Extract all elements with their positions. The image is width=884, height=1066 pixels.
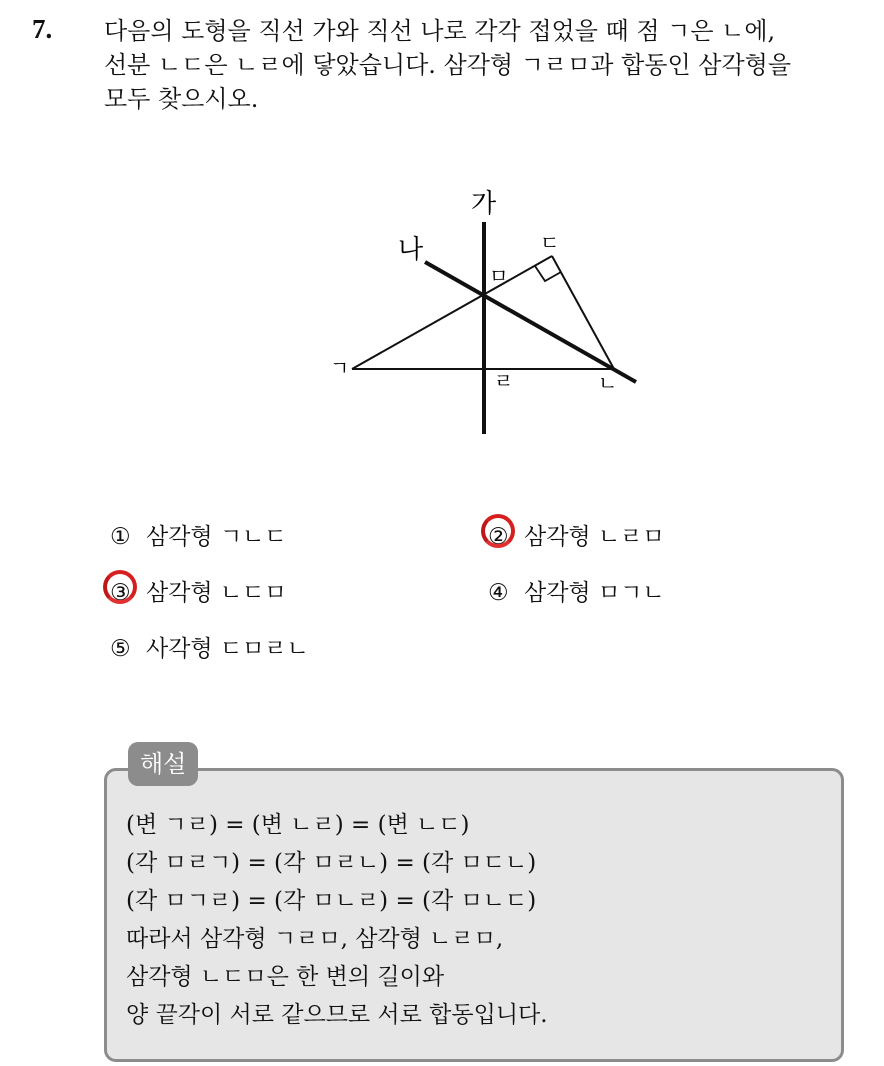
label-point-mieum: ㅁ xyxy=(489,264,509,288)
choice-4[interactable] xyxy=(488,574,665,607)
question-line: 선분 ㄴㄷ은 ㄴㄹ에 닿았습니다. 삼각형 ㄱㄹㅁ과 합동인 삼각형을 xyxy=(104,51,791,79)
explanation-line: 삼각형 ㄴㄷㅁ은 한 변의 길이와 xyxy=(126,964,445,990)
segment-giyeok-digeut xyxy=(352,256,552,369)
choice-5[interactable] xyxy=(110,630,309,663)
choice-text: 사각형 ㄷㅁㄹㄴ xyxy=(146,636,309,662)
answer-circle-mark xyxy=(481,514,515,548)
label-line-ga: 가 xyxy=(471,189,497,219)
question-line: 모두 찾으시오. xyxy=(104,85,259,113)
choice-text: 삼각형 ㄴㄷㅁ xyxy=(146,580,287,606)
choice-1[interactable] xyxy=(110,518,287,551)
explanation-line: 양 끝각이 서로 같으므로 서로 합동입니다. xyxy=(126,1002,548,1028)
label-point-digeut: ㄷ xyxy=(540,231,560,255)
choice-text: 삼각형 ㄴㄹㅁ xyxy=(524,524,665,550)
choice-number: ⑤ xyxy=(110,636,131,662)
choice-text: 삼각형 ㄱㄴㄷ xyxy=(146,524,287,550)
label-point-nieun: ㄴ xyxy=(598,371,618,395)
geometry-figure xyxy=(0,0,884,480)
label-point-giyeok: ㄱ xyxy=(330,356,350,380)
explanation-line: (각 ㅁㄹㄱ) = (각 ㅁㄹㄴ) = (각 ㅁㄷㄴ) xyxy=(126,850,537,876)
choice-number: ④ xyxy=(488,580,509,606)
choice-text: 삼각형 ㅁㄱㄴ xyxy=(524,580,665,606)
explanation-tab: 해설 xyxy=(128,742,198,786)
right-angle-mark xyxy=(535,266,561,281)
explanation-line: (각 ㅁㄱㄹ) = (각 ㅁㄴㄹ) = (각 ㅁㄴㄷ) xyxy=(126,888,537,914)
choice-number: ① xyxy=(110,524,131,550)
choice-number: ② xyxy=(488,524,509,550)
question-line: 다음의 도형을 직선 가와 직선 나로 각각 접었을 때 점 ㄱ은 ㄴ에, xyxy=(104,17,776,45)
explanation-line: 따라서 삼각형 ㄱㄹㅁ, 삼각형 ㄴㄹㅁ, xyxy=(126,926,504,952)
fold-line-na xyxy=(425,262,636,382)
question-number: 7. xyxy=(32,14,53,44)
label-line-na: 나 xyxy=(398,235,424,265)
label-point-rieul: ㄹ xyxy=(494,369,514,393)
explanation-line: (변 ㄱㄹ) = (변 ㄴㄹ) = (변 ㄴㄷ) xyxy=(126,812,470,838)
choice-number: ③ xyxy=(110,580,131,606)
answer-circle-mark xyxy=(103,570,137,604)
explanation-text xyxy=(126,806,548,1034)
